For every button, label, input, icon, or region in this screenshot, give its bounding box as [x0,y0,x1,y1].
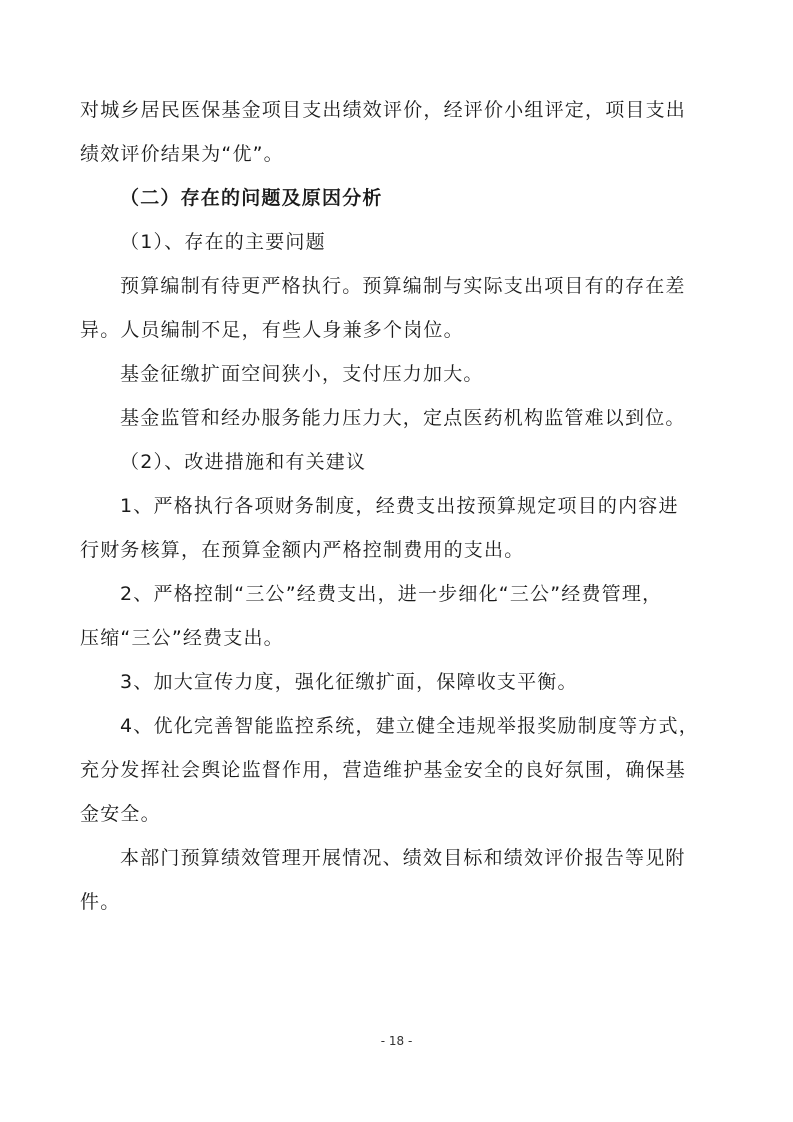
text-line: （1）、存在的主要问题 [120,231,326,253]
text-line: 基金监管和经办服务能力压力大，定点医药机构监管难以到位。 [120,407,686,429]
text-line: 对城乡居民医保基金项目支出绩效评价，经评价小组评定，项目支出 [80,99,687,121]
text-line: 压缩“三公”经费支出。 [80,627,284,649]
document-body [80,96,720,932]
text-line: 本部门预算绩效管理开展情况、绩效目标和绩效评价报告等见附 [120,847,686,869]
text-line: 充分发挥社会舆论监督作用，营造维护基金安全的良好氛围，确保基 [80,759,687,781]
text-line: 行财务核算，在预算金额内严格控制费用的支出。 [80,539,525,561]
section-heading: （二）存在的问题及原因分析 [120,187,383,209]
text-line: 2、严格控制“三公”经费支出，进一步细化“三公”经费管理， [120,583,663,605]
text-line: 3、加大宣传力度，强化征缴扩面，保障收支平衡。 [120,671,578,693]
text-line: 预算编制有待更严格执行。预算编制与实际支出项目有的存在差 [120,275,686,297]
text-line: （2）、改进措施和有关建议 [120,451,367,473]
text-line: 4、优化完善智能监控系统，建立健全违规举报奖励制度等方式， [120,715,699,737]
text-line: 异。人员编制不足，有些人身兼多个岗位。 [80,319,464,341]
page-number: - 18 - [380,1034,413,1048]
text-line: 绩效评价结果为“优”。 [80,143,284,165]
text-line: 件。 [80,891,121,913]
text-line: 金安全。 [80,803,161,825]
text-line: 1、严格执行各项财务制度，经费支出按预算规定项目的内容进 [120,495,679,517]
text-line: 基金征缴扩面空间狭小，支付压力加大。 [120,363,484,385]
